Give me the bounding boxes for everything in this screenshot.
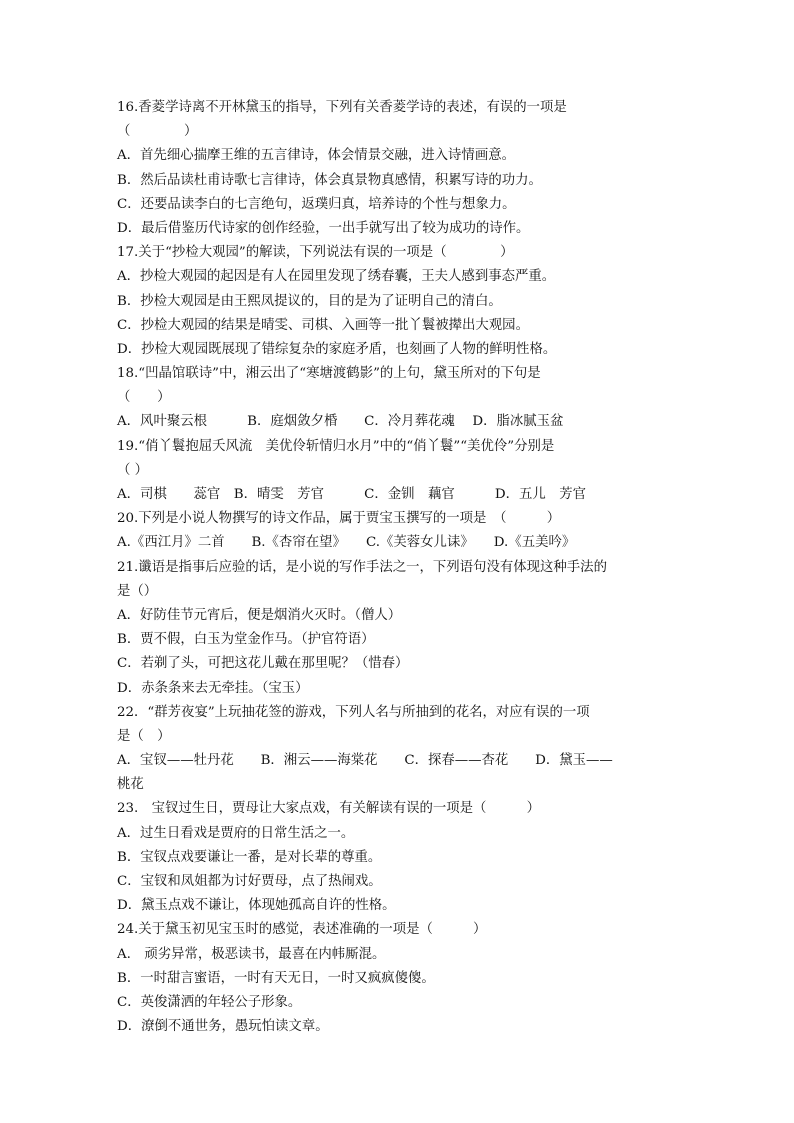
question-text-block — [117, 96, 677, 1039]
q21-option-d: D．赤条条来去无牵挂。（宝玉） — [117, 680, 309, 696]
q20-options: A.《西江月》二首 B.《杏帘在望》 C.《芙蓉女儿诔》 D.《五美吟》 — [117, 535, 576, 551]
q21-option-a: A．好防佳节元宵后，便是烟消火灭时。（僧人） — [117, 607, 402, 623]
q22-options-cont: 桃花 — [117, 777, 144, 793]
q24-option-b: B．一时甜言蜜语，一时有天无日，一时又疯疯傻傻。 — [117, 970, 435, 986]
q23-option-a: A．过生日看戏是贾府的日常生活之一。 — [117, 825, 355, 841]
q18-options: A．风叶聚云根 B．庭烟敛夕棔 C．冷月葬花魂 D．脂冰腻玉盆 — [117, 414, 564, 430]
q16-option-d: D．最后借鉴历代诗家的创作经验，一出手就写出了较为成功的诗作。 — [117, 220, 530, 236]
q16-option-a: A．首先细心揣摩王维的五言律诗，体会情景交融，进入诗情画意。 — [117, 148, 515, 164]
q23-option-d: D．黛玉点戏不谦让，体现她孤高自许的性格。 — [117, 898, 396, 914]
q16-option-c: C．还要品读李白的七言绝句，返璞归真，培养诗的个性与想象力。 — [117, 196, 516, 212]
q24-option-c: C．英俊潇洒的年轻公子形象。 — [117, 994, 302, 1010]
q17-option-b: B．抄检大观园是由王熙凤提议的，目的是为了证明自己的清白。 — [117, 293, 502, 309]
q22-stem: 22．“群芳夜宴”上玩抽花签的游戏，下列人名与所抽到的花名，对应有误的一项 — [117, 704, 590, 720]
q17-option-d: D．抄检大观园既展现了错综复杂的家庭矛盾，也刻画了人物的鲜明性格。 — [117, 341, 557, 357]
q23-stem: 23. 宝钗过生日，贾母让大家点戏，有关解读有误的一项是（ ） — [117, 801, 541, 817]
q17-option-c: C．抄检大观园的结果是晴雯、司棋、入画等一批丫鬟被撵出大观园。 — [117, 317, 529, 333]
q16-option-b: B．然后品读杜甫诗歌七言律诗，体会真景物真感情，积累写诗的功力。 — [117, 172, 542, 188]
q19-stem: 19.“俏丫鬟抱屈夭风流 美优伶斩情归水月”中的“俏丫鬟”“美优伶”分别是 — [117, 438, 555, 454]
q16-stem: 16.香菱学诗离不开林黛玉的指导，下列有关香菱学诗的表述，有误的一项是 — [117, 100, 567, 115]
q18-stem-blank: （ ） — [117, 390, 171, 406]
q22-stem-cont: 是（ ） — [117, 728, 171, 744]
q22-options: A．宝钗——牡丹花 B．湘云——海棠花 C．探春——杏花 D．黛玉—— — [117, 753, 613, 769]
q19-stem-blank: （ ） — [117, 462, 149, 478]
q17-stem: 17.关于“抄检大观园”的解读，下列说法有误的一项是（ ） — [117, 245, 514, 261]
q23-option-b: B．宝钗点戏要谦让一番，是对长辈的尊重。 — [117, 849, 382, 865]
q16-stem-blank: （ ） — [117, 124, 198, 140]
q21-option-c: C．若剃了头，可把这花儿戴在那里呢？（惜春） — [117, 656, 409, 672]
q21-stem: 21.谶语是指事后应验的话，是小说的写作手法之一，下列语句没有体现这种手法的 — [117, 559, 607, 575]
q17-option-a: A．抄检大观园的起因是有人在园里发现了绣春囊，王夫人感到事态严重。 — [117, 269, 556, 285]
q19-options: A．司棋 蕊官 B．晴雯 芳官 C．金钏 藕官 D．五儿 芳官 — [117, 487, 586, 502]
q21-option-b: B．贾不假，白玉为堂金作马。（护官符语） — [117, 632, 375, 648]
q24-stem: 24.关于黛玉初见宝玉时的感觉，表述准确的一项是（ ） — [117, 922, 487, 938]
q20-stem: 20.下列是小说人物撰写的诗文作品，属于贾宝玉撰写的一项是 （ ） — [117, 511, 561, 527]
q21-stem-cont: 是（） — [117, 583, 158, 599]
q24-option-a: A. 顽劣异常，极恶读书，最喜在内帏厮混。 — [117, 946, 386, 962]
q24-option-d: D．潦倒不通世务，愚玩怕读文章。 — [117, 1019, 329, 1035]
q23-option-c: C．宝钗和凤姐都为讨好贾母，点了热闹戏。 — [117, 874, 382, 889]
q18-stem: 18.“凹晶馆联诗”中，湘云出了“寒塘渡鹤影”的上句，黛玉所对的下句是 — [117, 366, 541, 382]
